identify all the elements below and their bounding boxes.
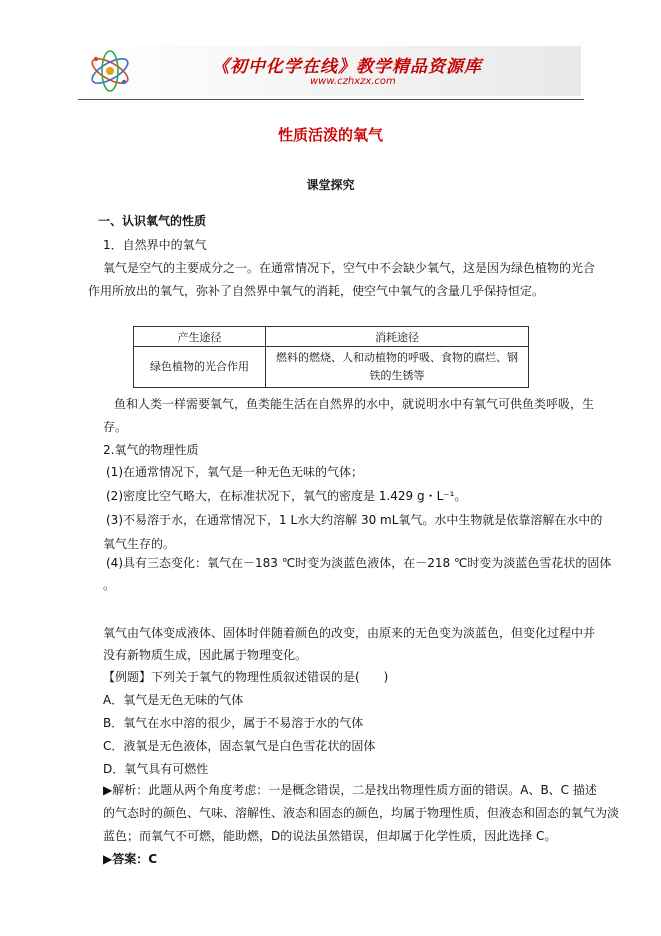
analysis-line: 蓝色；而氧气不可燃，能助燃，D的说法虽然错误，但却属于化学性质，因此选择 C。: [103, 829, 557, 843]
property-item: 。: [103, 578, 116, 592]
paragraph-line: 没有新物质生成，因此属于物理变化。: [103, 648, 308, 662]
property-item: (4)具有三态变化：氧气在－183 ℃时变为淡蓝色液体，在－218 ℃时变为淡蓝色雪花状的固体: [106, 556, 612, 570]
table-header-produce: 产生途径: [134, 327, 266, 347]
page-title: 性质活泼的氧气: [277, 126, 383, 144]
header-divider: [78, 99, 584, 100]
section-subtitle: 课堂探究: [306, 178, 355, 192]
subsection-heading: 1．自然界中的氧气: [103, 238, 207, 252]
banner-title: 《初中化学在线》教学精品资源库: [212, 57, 482, 77]
section-heading: 一、认识氧气的性质: [98, 214, 207, 228]
banner-url[interactable]: www.czhxzx.com: [310, 76, 396, 87]
paragraph-line: 鱼和人类一样需要氧气，鱼类能生活在自然界的水中，就说明水中有氧气可供鱼类呼吸，生: [114, 397, 595, 411]
table-cell-produce: 绿色植物的光合作用: [134, 347, 266, 388]
paragraph-line: 氧气是空气的主要成分之一。在通常情况下，空气中不会缺少氧气，这是因为绿色植物的光合: [103, 261, 596, 275]
property-item: (1)在通常情况下，氧气是一种无色无味的气体；: [106, 465, 363, 479]
atom-logo-icon: [84, 49, 136, 93]
analysis-line: ▶解析：此题从两个角度考虑：一是概念错误，二是找出物理性质方面的错误。A、B、C 描述: [103, 783, 597, 797]
paragraph-line: 存。: [103, 420, 128, 434]
option-b: B．氧气在水中溶的很少，属于不易溶于水的气体: [103, 716, 364, 730]
option-a: A．氧气是无色无味的气体: [103, 693, 244, 707]
option-d: D．氧气具有可燃性: [103, 762, 209, 776]
property-item: (2)密度比空气略大，在标准状况下，氧气的密度是 1.429 g・L⁻¹。: [106, 489, 467, 503]
table-cell-line: 铁的生锈等: [369, 369, 425, 382]
paragraph-line: 氧气由气体变成液体、固体时伴随着颜色的改变，由原来的无色变为淡蓝色，但变化过程中并: [103, 626, 596, 640]
page-header-banner: [78, 46, 581, 96]
option-c: C．液氧是无色液体，固态氧气是白色雪花状的固体: [103, 739, 376, 753]
analysis-line: 的气态时的颜色、气味、溶解性、液态和固态的颜色，均属于物理性质，但液态和固态的氧气为淡: [103, 806, 620, 820]
table-cell-consume: [266, 347, 529, 388]
oxygen-cycle-table: [133, 326, 529, 388]
paragraph-line: 作用所放出的氧气，弥补了自然界中氧气的消耗，使空气中氧气的含量几乎保持恒定。: [88, 284, 545, 298]
example-question: 【例题】下列关于氧气的物理性质叙述错误的是( ): [103, 670, 389, 684]
subsection-heading: 2.氧气的物理性质: [103, 443, 199, 457]
table-header-consume: 消耗途径: [266, 327, 529, 347]
answer: ▶答案：C: [103, 852, 158, 866]
property-item: (3)不易溶于水，在通常情况下，1 L水大约溶解 30 mL氧气。水中生物就是依靠溶解在水中的: [106, 513, 603, 527]
table-cell-line: 燃料的燃烧、人和动植物的呼吸、食物的腐烂、钢: [276, 351, 518, 364]
property-item: 氧气生存的。: [103, 537, 176, 551]
